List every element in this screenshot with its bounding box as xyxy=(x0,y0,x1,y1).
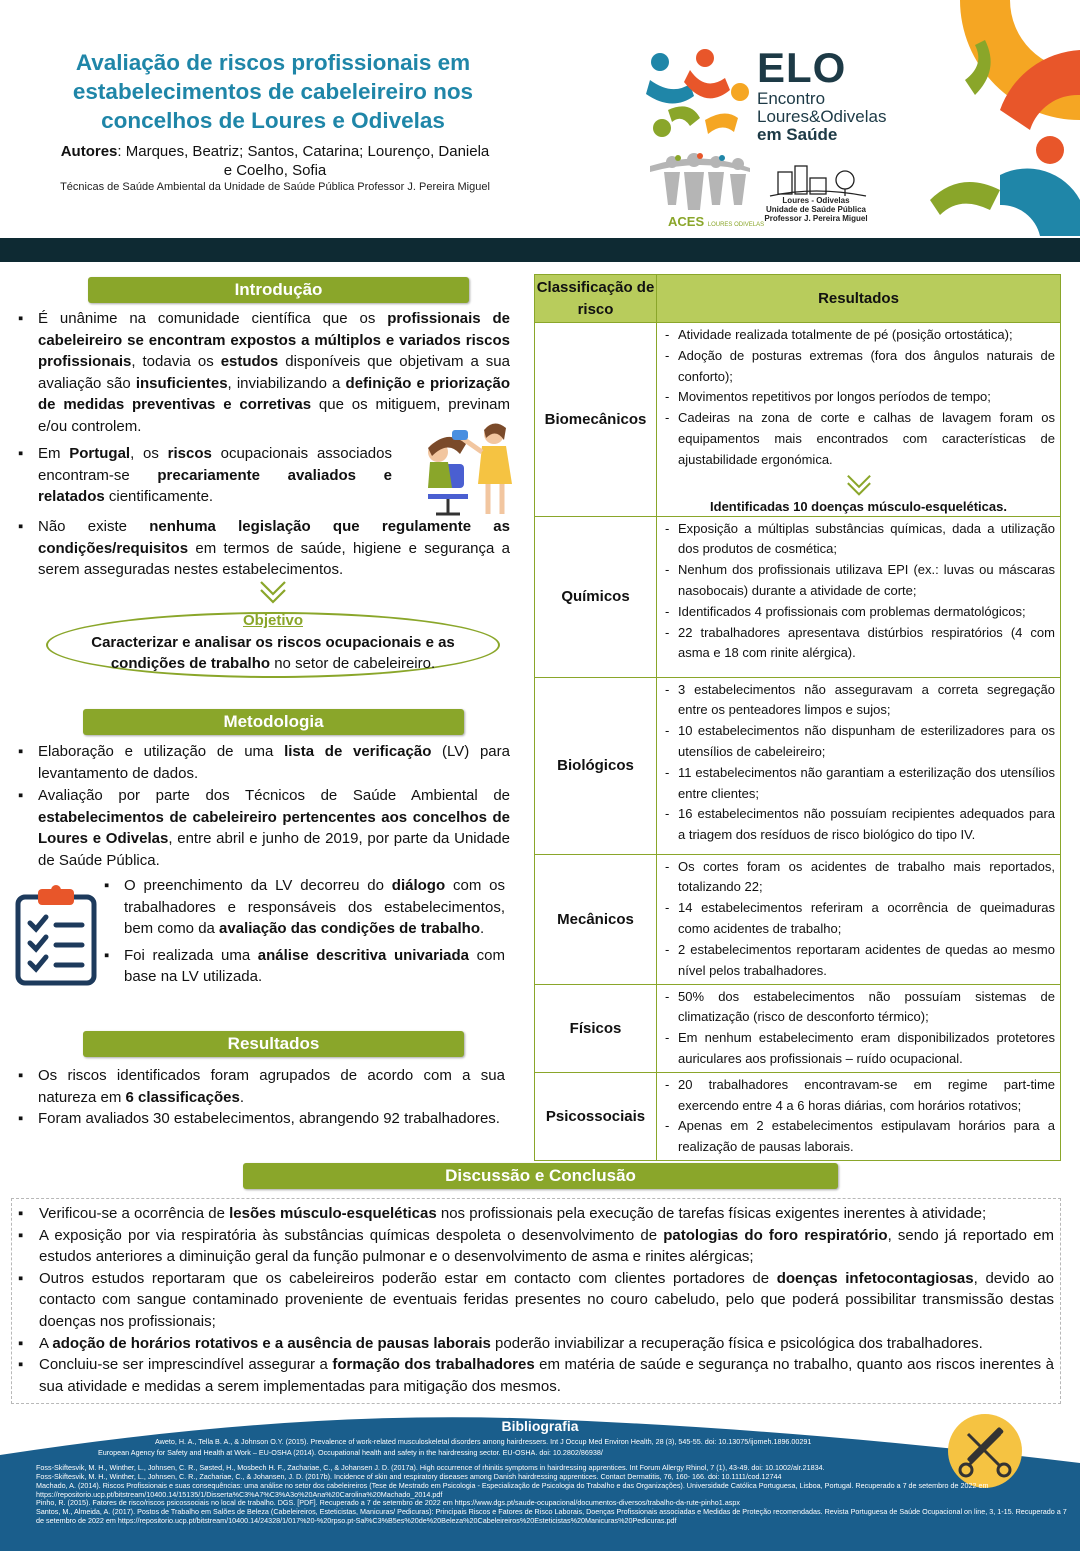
table-cat: Mecânicos xyxy=(535,854,657,984)
elo-line1: Encontro xyxy=(757,89,826,108)
discussion-item xyxy=(18,1268,1054,1333)
bib-item: • Machado, A. (2014). Riscos Profissionais e suas consequências: uma análise no setor dos cabeleireiros (Tese de Mestrado em Psicologia - Especialização de Psicologia do Trabalho e das Organizações). Universidade Católica Portuguesa, Lisboa, Portugal. Recuperado a 7 de setembro de 2022 em https://repositorio.ucp.pt/bitstream/10400.14/15135/1/Disserta%C3%A7%C3%A3o%20Ana%20Carolina%20Machado_2014.pdf xyxy=(0,1482,1080,1500)
text-run: . xyxy=(479,920,485,938)
text-run: Elaboração e utilização de uma xyxy=(38,743,285,760)
bold-text: insuficientes xyxy=(135,374,228,392)
results-heading: Resultados xyxy=(83,1031,464,1057)
discussion-item xyxy=(18,1225,1054,1268)
result-list xyxy=(662,987,1055,1070)
bold-text: estudos xyxy=(220,353,279,371)
rich-text xyxy=(38,743,510,782)
objective-text-bold: Caracterizar e analisar os riscos ocupacionais e as condições de trabalho xyxy=(91,634,455,672)
poster-title: Avaliação de riscos profissionais em estabelecimentos de cabeleireiro nos concelhos de Loures e Odivelas xyxy=(72,50,474,133)
rich-text xyxy=(124,947,505,986)
text-run: , inviabilizando a xyxy=(227,374,346,392)
result-item: - Cadeiras na zona de corte e calhas de lavagem foram os equipamentos mais encontrados com características de ajustabilidade ergonómica. xyxy=(662,408,1055,470)
result-list xyxy=(662,1075,1055,1158)
text-run: que os mitiguem, previnam e/ou controlem. xyxy=(38,396,510,435)
chevron-down-icon xyxy=(259,580,287,604)
bib-item: • Foss-Skiftesvik, M. H., Winther, L., Johnsen, C. R., Søsted, H., Mosbech H. F., Zachariae, C., & Johansen J. D. (2017a). High occurrence of rhinitis symptoms in hairdressing apprentices. Int Forum Allergy Rhinol, 7 (1), 43-49. doi: 10.1002/alr.21834. xyxy=(0,1464,1080,1473)
text-run: É unânime na comunidade científica que os xyxy=(38,310,388,327)
methods-item-2 xyxy=(16,785,510,871)
result-item: - 14 estabelecimentos referiram a ocorrência de queimaduras como acidentes de trabalho; xyxy=(662,898,1055,940)
discussion-item xyxy=(18,1203,1054,1225)
table-res xyxy=(657,984,1061,1072)
bib-item: • Aweto, H. A., Tella B. A., & Johnson O.Y. (2015). Prevalence of work-related musculoskeletal disorders among hairdressers. Int J Occup Med Environ Health, 28 (3), 545-55. doi: 10.13075/ijomeh.1896.00291 xyxy=(0,1438,1080,1447)
table-cat: Biomecânicos xyxy=(535,323,657,517)
table-cat: Psicossociais xyxy=(535,1072,657,1160)
bibliography-heading: Bibliografia xyxy=(501,1418,579,1434)
checklist-clipboard-icon xyxy=(12,885,100,987)
authors-label: Autores xyxy=(60,143,118,160)
text-run: em matéria de saúde e segurança no trabalho, quanto aos riscos inerentes à sua atividade e medidas a serem implementadas para mitigação dos mesmos. xyxy=(39,1356,1054,1395)
elo-logo-subtitle xyxy=(757,90,886,144)
bold-text: lesões músculo-esqueléticas xyxy=(229,1205,437,1222)
table-row xyxy=(535,323,1061,517)
results-table-header xyxy=(535,275,1061,323)
rich-text xyxy=(38,518,510,578)
result-item: - 2 estabelecimentos reportaram acidentes de quedas ao mesmo nível pelos trabalhadores. xyxy=(662,940,1055,982)
bold-text: formação dos trabalhadores xyxy=(332,1356,535,1374)
chevron-down-icon xyxy=(846,473,872,497)
rich-text xyxy=(39,1205,986,1222)
usp-logo-text xyxy=(764,196,868,223)
rich-text xyxy=(38,445,392,505)
bold-text: adoção de horários rotativos e a ausência de pausas laborais xyxy=(52,1334,491,1352)
bold-text: precariamente avaliados e relatados xyxy=(38,466,393,506)
table-cat: Químicos xyxy=(535,516,657,677)
table-res xyxy=(657,1072,1061,1160)
bold-text: patologias do foro respiratório xyxy=(663,1226,888,1244)
objective-text xyxy=(70,632,476,674)
result-item: - Movimentos repetitivos por longos períodos de tempo; xyxy=(662,387,1055,408)
table-res xyxy=(657,323,1061,517)
results-list xyxy=(16,1065,505,1135)
table-header-results: Resultados xyxy=(657,275,1061,323)
result-item: - Atividade realizada totalmente de pé (posição ortostática); xyxy=(662,325,1055,346)
table-res xyxy=(657,516,1061,677)
text-run: Foi realizada uma xyxy=(124,946,258,964)
elo-line3: em Saúde xyxy=(757,125,838,144)
discussion-item xyxy=(18,1333,1054,1355)
result-list xyxy=(662,325,1055,471)
text-run: (LV) para levantamento de dados. xyxy=(38,743,510,782)
rich-text xyxy=(38,1110,500,1127)
text-run: A exposição por via respiratória às substâncias químicas despoleta o desenvolvimento de xyxy=(39,1226,664,1244)
rich-text xyxy=(39,1227,1054,1266)
methods-list xyxy=(16,741,510,789)
result-item: - 11 estabelecimentos não garantiam a esterilização dos utensílios entre clientes; xyxy=(662,763,1055,805)
authors-names: : Marques, Beatriz; Santos, Catarina; Lourenço, Daniela e Coelho, Sofia xyxy=(117,143,490,179)
text-run: , os xyxy=(130,445,168,462)
text-run: Foram avaliados 30 estabelecimentos, abrangendo 92 trabalhadores. xyxy=(38,1110,500,1128)
hairdresser-illustration xyxy=(408,418,520,518)
rich-text xyxy=(38,310,510,435)
methods-list-3 xyxy=(102,875,505,993)
text-run: Concluiu-se ser imprescindível assegurar a xyxy=(39,1356,333,1374)
result-list xyxy=(662,519,1055,665)
affiliation: Técnicas de Saúde Ambiental da Unidade de Saúde Pública Professor J. Pereira Miguel xyxy=(60,181,490,193)
result-item: - Apenas em 2 estabelecimentos estipulavam horários para a realização de pausas laborais. xyxy=(662,1116,1055,1158)
table-res xyxy=(657,677,1061,854)
bold-text: profissionais de cabeleireiro se encontram expostos a múltiplos e variados riscos profissionais xyxy=(38,310,510,371)
results-table xyxy=(534,274,1061,1161)
biomech-note: Identificadas 10 doenças músculo-esqueléticas. xyxy=(710,498,1007,514)
result-item: - Exposição a múltiplas substâncias químicas, dada a utilização dos produtos de cosmética; xyxy=(662,519,1055,561)
result-list xyxy=(662,680,1055,846)
bold-text: nenhuma legislação que regulamente as condições/requisitos xyxy=(38,518,510,557)
text-run: Os riscos identificados foram agrupados de acordo com a sua natureza em xyxy=(38,1067,505,1106)
text-run: O preenchimento da LV decorreu do xyxy=(124,877,392,894)
intro-item-3 xyxy=(16,516,510,581)
result-item: - 16 estabelecimentos não possuíam recipientes adequados para a triagem dos resíduos de risco biológico do tipo IV. xyxy=(662,804,1055,846)
authors xyxy=(60,142,490,180)
text-run: A xyxy=(39,1334,53,1352)
text-run: Outros estudos reportaram que os cabeleireiros poderão estar em contacto com clientes portadores de xyxy=(39,1269,777,1287)
rich-text xyxy=(38,787,510,869)
bibliography-list xyxy=(0,1438,1080,1526)
usp-line1: Loures - Odivelas xyxy=(782,196,850,205)
aces-sub: LOURES ODIVELAS xyxy=(707,222,765,228)
bold-text: lista de verificação xyxy=(284,743,432,760)
intro-item-2 xyxy=(16,443,392,508)
rich-text xyxy=(124,877,505,937)
intro-list-2 xyxy=(16,443,392,513)
table-row xyxy=(535,854,1061,984)
text-run: ocupacionais associados encontram-se xyxy=(38,445,392,484)
result-item: - 10 estabelecimentos não dispunham de esterilizadores para os utensílios de cabeleireiro; xyxy=(662,721,1055,763)
result-list xyxy=(662,857,1055,982)
elo-line2: Loures&Odivelas xyxy=(757,107,887,126)
rich-text xyxy=(39,1356,1054,1395)
result-item: - 20 trabalhadores encontravam-se em regime part-time exercendo entre 4 a 6 horas diárias, com horários rotativos; xyxy=(662,1075,1055,1117)
aces-name: ACES xyxy=(668,214,705,229)
table-cat: Biológicos xyxy=(535,677,657,854)
results-item-2 xyxy=(16,1108,505,1130)
result-item: - Adoção de posturas extremas (fora dos ângulos naturais de conforto); xyxy=(662,346,1055,388)
rich-text xyxy=(38,1067,505,1106)
text-run: . xyxy=(239,1088,244,1106)
result-item: - Em nenhum estabelecimento eram disponibilizados protetores auriculares aos profissionais – ruído ocupacional. xyxy=(662,1028,1055,1070)
text-run: , devido ao contacto com sangue contaminado proveniente de eventuais feridas presentes no couro cabeludo, pelo que poderá possibilitar transmissão destas doenças nos profissionais; xyxy=(39,1269,1055,1330)
objective-title: Objetivo xyxy=(242,612,303,629)
text-run: , entre abril e junho de 2019, por parte da Unidade de Saúde Pública. xyxy=(38,830,510,869)
result-item: - Os cortes foram os acidentes de trabalho mais reportados, totalizando 22; xyxy=(662,857,1055,899)
text-run: , sendo já reportado em estudos anteriores a diminuição geral da função pulmonar e o desenvolvimento de asma e rinites alérgicas; xyxy=(39,1226,1054,1266)
aces-logo-text xyxy=(668,214,764,229)
text-run: disponíveis que objetivam a sua avaliação são xyxy=(38,353,510,392)
bold-text: riscos xyxy=(167,445,212,462)
methods-list-2 xyxy=(16,785,510,876)
bib-item: • Santos, M., Almeida, A. (2017). Postos de Trabalho em Salões de Beleza (Cabeleireiros, Esteticistas, Manicuras/ Pedicuras): Principais Riscos e Fatores de Risco Laborais, Doenças Profissionais associadas e Medidas de Proteção recomendadas. Revista Portuguesa de Saúde Ocupacional on line, 3, 1-15. Recuperado a 7 de setembro de 2022 em https://repositorio.ucp.pt/bitstream/10400.14/24328/1/017%20-%20rpso.pt-Sal%C3%B5es%20de%20Beleza%20Cabeleireiros%20Esteticistas%20Manicuras%20Pedicuras.pdf xyxy=(0,1508,1080,1526)
rich-text xyxy=(39,1270,1054,1330)
table-header-classification: Classificação de risco xyxy=(535,275,657,323)
table-row xyxy=(535,984,1061,1072)
bold-text: avaliação das condições de trabalho xyxy=(219,920,480,938)
intro-heading: Introdução xyxy=(88,277,469,303)
bib-item: • Pinho, R. (2015). Fatores de risco/riscos psicossociais no local de trabalho. DGS. [PDF]. Recuperado a 7 de setembro de 2022 em https://www.dgs.pt/saude-ocupacional/documentos-diversos/trabalho-da-rute-pinho1.aspx xyxy=(0,1499,1080,1508)
discussion-list xyxy=(18,1203,1054,1397)
table-row xyxy=(535,1072,1061,1160)
objective-text-rest: no setor de cabeleireiro. xyxy=(270,655,436,672)
bold-text: Portugal xyxy=(69,445,131,462)
table-res xyxy=(657,854,1061,984)
result-item: - 22 trabalhadores apresentava distúrbios respiratórios (4 com asma e 18 com rinite alérgica). xyxy=(662,623,1055,665)
text-run: Em xyxy=(38,445,70,462)
table-row xyxy=(535,677,1061,854)
bold-text: diálogo xyxy=(391,877,446,894)
text-run: Verificou-se a ocorrência de xyxy=(39,1205,230,1222)
result-item: - 3 estabelecimentos não asseguravam a correta segregação entre os penteadores limpos e sujos; xyxy=(662,680,1055,722)
bib-item: • Foss-Skiftesvik, M. H., Winther, L., Johnsen, C. R., Zachariae, C., & Johansen, J. D. (2017b). Incidence of skin and respiratory diseases among Danish hairdressing apprentices. Contact Dermatitis, 76, 160- 166. doi: 10.1111/cod.12744 xyxy=(0,1473,1080,1482)
text-run: cientificamente. xyxy=(104,488,214,506)
methods-item-4 xyxy=(102,945,505,988)
bold-text: estabelecimentos de cabeleireiro pertencentes aos concelhos de Loures e Odivelas xyxy=(38,808,510,848)
result-item: - Identificados 4 profissionais com problemas dermatológicos; xyxy=(662,602,1055,623)
text-run: Não existe xyxy=(38,518,150,535)
text-run: Avaliação por parte dos Técnicos de Saúde Ambiental de xyxy=(38,787,510,804)
text-run: , todavia os xyxy=(131,353,221,371)
result-item: - Nenhum dos profissionais utilizava EPI (ex.: luvas ou máscaras nasobocais) durante a atividade de corte; xyxy=(662,560,1055,602)
table-row xyxy=(535,516,1061,677)
bold-text: análise descritiva univariada xyxy=(257,946,470,964)
elo-logo-text: ELO xyxy=(757,44,847,91)
intro-list-3 xyxy=(16,516,510,586)
text-run: em termos de saúde, higiene e segurança a serem asseguradas nestes estabelecimentos. xyxy=(38,539,510,579)
text-run: poderão inviabilizar a recuperação física e psicológica dos trabalhadores. xyxy=(490,1334,983,1352)
bold-text: 6 classificações xyxy=(125,1088,240,1106)
text-run: nos profissionais pela execução de tarefas físicas exigentes inerentes à atividade; xyxy=(436,1205,987,1222)
methods-item-1 xyxy=(16,741,510,784)
methods-heading: Metodologia xyxy=(83,709,464,735)
bold-text: definição e priorização de medidas preventivas e corretivas xyxy=(38,374,511,414)
usp-line2: Unidade de Saúde Pública xyxy=(765,205,867,214)
header-divider-bar xyxy=(0,238,1080,262)
discussion-item xyxy=(18,1354,1054,1397)
results-item-1 xyxy=(16,1065,505,1108)
table-cat: Físicos xyxy=(535,984,657,1072)
methods-item-3 xyxy=(102,875,505,940)
usp-line3: Professor J. Pereira Miguel xyxy=(764,214,868,223)
bib-item: • European Agency for Safety and Health at Work – EU-OSHA (2014). Occupational health and safety in the hairdressing sector. EU-OSHA. doi: 10.2802/86938/ xyxy=(0,1449,1080,1458)
text-run: com base na LV utilizada. xyxy=(124,946,505,986)
bold-text: doenças infetocontagiosas xyxy=(776,1269,974,1287)
rich-text xyxy=(39,1335,983,1352)
discussion-heading: Discussão e Conclusão xyxy=(243,1163,838,1189)
result-item: - 50% dos estabelecimentos não possuíam sistemas de climatização (risco de desconforto térmico); xyxy=(662,987,1055,1029)
text-run: com os trabalhadores e responsáveis dos estabelecimentos, bem como da xyxy=(124,877,505,938)
